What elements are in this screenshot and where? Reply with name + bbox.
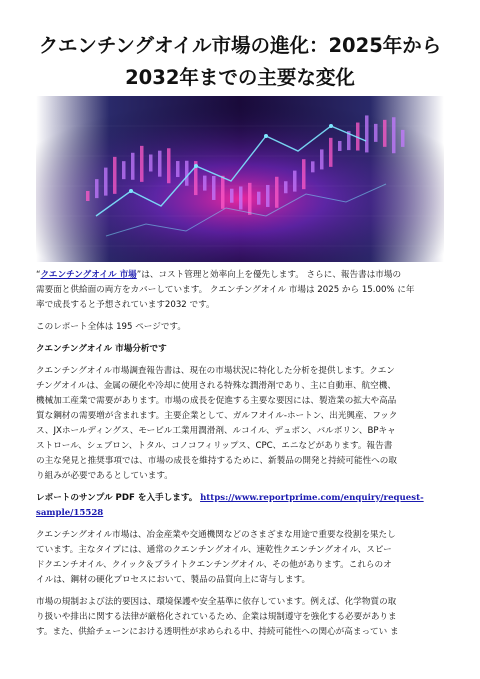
hero-image [36, 96, 444, 262]
intro-paragraph: “クエンチングオイル 市場”は、コスト管理と効率向上を優先します。 さらに、報告書は市場の 需要面と供給面の両方をカバーしています。 クエンチングオイル 市場は 2025 から 15.00% に年 率で成長すると予想されています2032 です。 [36, 270, 415, 310]
pages-text: このレポート全体は 195 ページです。 [36, 322, 186, 332]
hero-candle [266, 185, 270, 207]
hero-candle [383, 120, 387, 147]
hero-candle [230, 189, 234, 203]
document-body [36, 268, 444, 647]
hero-candle [185, 161, 189, 186]
hero-candle [167, 148, 171, 183]
hero-candle [113, 157, 117, 194]
hero-candle [176, 161, 180, 177]
hero-candle [104, 168, 108, 196]
hero-candle [95, 179, 99, 198]
hero-candle [158, 151, 162, 177]
hero-candle [311, 161, 315, 172]
sample-link-cont[interactable]: sample/15528 [36, 508, 104, 518]
hero-candle [86, 191, 90, 201]
title-line-2: 2032年までの主要な変化 [125, 66, 355, 89]
hero-candle [320, 149, 324, 169]
hero-candle [149, 155, 153, 172]
title-line-1: クエンチングオイル市場の進化：2025年から [38, 34, 442, 57]
hero-candle [365, 115, 369, 152]
hero-candle [248, 183, 252, 215]
hero-candle [221, 176, 225, 209]
hero-candle [122, 161, 126, 179]
hero-candle [275, 177, 279, 208]
analysis-paragraph: クエンチングオイル市場調査報告書は、現在の市場状況に特化した分析を提供します。クエン チングオイルは、金属の硬化や冷却に使用される特殊な潤滑剤であり、主に自動車、航空機、 機械加工産業で需要があります。市場の成長を促進する主要な要因には、製造業の拡大や高品 質な鋼材の需要増が含まれます。主要企業として、ガルフオイル-ホートン、出光興産、フック ス、JXホールディングス、モービル工業用潤滑剤、ルコイル、デュポン、バルボリン、BPキャ ストロール、シェブロン、トタル、コノコフィリップス、CPC、エニなどがあります。報告書 の主な発見と推奨事項では、市場の成長を維持するために、新製品の開発と持続可能性への取 り組みが必要であるとしています。 [36, 366, 398, 481]
page-title [20, 30, 460, 94]
hero-candle [203, 176, 207, 191]
hero-candle [293, 171, 297, 192]
hero-candle [401, 130, 405, 147]
hero-candle [257, 192, 261, 205]
regulation-paragraph: 市場の規制および法的要因は、環境保護や安全基準に依存しています。例えば、化学物質の取 り扱いや排出に関する法律が厳格化されているため、企業は規制遵守を強化する必要がありま す。また、供給チェーンにおける透明性が求められる中、持続可能性への関心が高まってい ま [36, 597, 399, 637]
hero-candle [239, 186, 243, 209]
sample-request: レポートのサンプル PDF を入手します。 https://www.reportprime.com/enquiry/request- sample/15528 [36, 493, 424, 518]
hero-candle [212, 176, 216, 200]
sample-link[interactable]: https://www.reportprime.com/enquiry/request- [200, 493, 424, 503]
hero-candle [329, 138, 333, 167]
hero-candle [338, 141, 342, 151]
types-paragraph: クエンチングオイル市場は、冶金産業や交通機関などのさまざまな用途で重要な役割を果たし ています。主なタイプには、通常のクエンチングオイル、速乾性クエンチングオイル、スピー ドクエンチオイル、クイック＆ブライトクエンチングオイル、その他があります。これらのオ イルは、鋼材の硬化プロセスにおいて、製品の品質向上に寄与します。 [36, 530, 396, 585]
analysis-heading: クエンチングオイル 市場分析です [36, 344, 167, 354]
market-link[interactable]: クエンチングオイル 市場 [40, 270, 137, 280]
hero-candle [284, 181, 288, 193]
hero-candle [374, 124, 378, 142]
hero-candle [140, 146, 144, 182]
hero-candle [302, 159, 306, 189]
hero-candle [131, 153, 135, 180]
hero-candle [392, 117, 396, 153]
